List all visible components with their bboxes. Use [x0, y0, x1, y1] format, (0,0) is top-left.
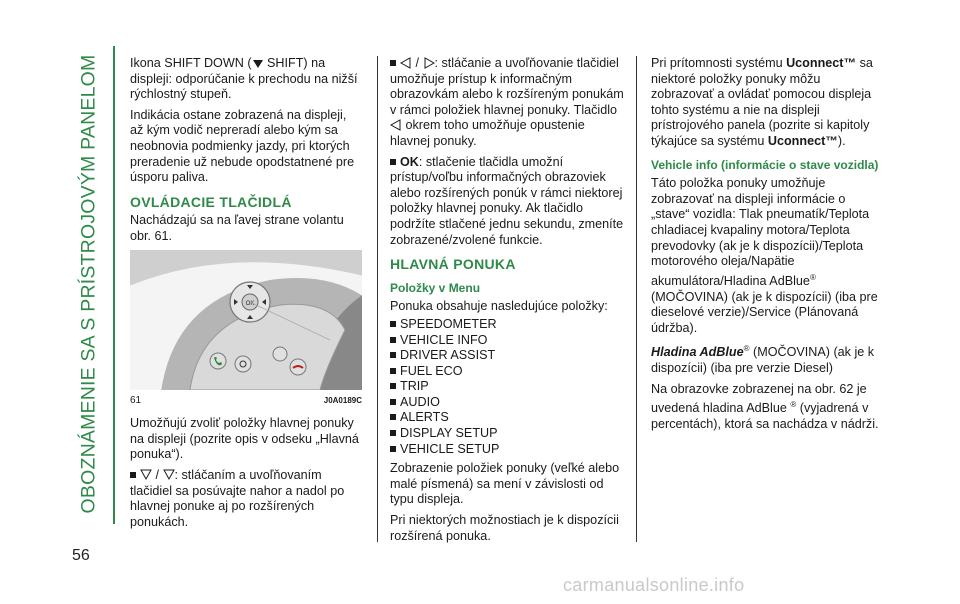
column-divider: [377, 56, 378, 542]
paragraph-display-type: Zobrazenie položiek ponuky (veľké alebo malé písmená) sa mení v závislosti od typu displeja.: [390, 461, 620, 507]
side-divider-line: [113, 46, 115, 524]
steering-wheel-buttons-illustration: [130, 250, 362, 390]
voice-button: [235, 356, 251, 372]
bullet-square: [390, 159, 396, 165]
paragraph-shift-down: Ikona SHIFT DOWN ( SHIFT) na displeji: odporúčanie k prechodu na nižší rýchlostný stupeň.: [130, 56, 358, 102]
column-1: [130, 56, 362, 535]
paragraph-left-right-buttons: / : stláčanie a uvoľňovanie tlačidiel umožňuje prístup k informačným obrazovkám alebo k rozšíreným ponukám v rámci položiek hlavnej ponuky. Tlačidlo okrem toho umožňuje opustenie hlavnej ponuky.: [390, 56, 624, 148]
list-item: ALERTS: [390, 410, 626, 426]
menu-items-list: [390, 317, 626, 457]
paragraph-buttons-purpose: Umožňujú zvoliť položky hlavnej ponuky na displeji (pozrite opis v odseku „Hlavná ponuka“).: [130, 416, 359, 462]
paragraph-menu-contains: Ponuka obsahuje nasledujúce položky:: [390, 299, 608, 314]
right-triangle-icon: [423, 57, 435, 69]
paragraph-location: Nachádzajú sa na ľavej strane volantu obr. 61.: [130, 213, 344, 243]
side-chapter-title: OBOZNÁMENIE SA S PRÍSTROJOVÝM PANELOM: [77, 54, 100, 514]
list-item: DRIVER ASSIST: [390, 348, 626, 364]
bullet-square: [390, 60, 396, 66]
figure-code: J0A0189C: [323, 395, 362, 405]
paragraph-vehicle-info: Táto položka ponuky umožňuje zobrazovať na displeji informácie o „stave“ vozidla: Tlak pneumatík/Teplota chladiacej kvapaliny motora/Teplota prevodovky (ak je k dispozícii)/Teplota motorového oleja/Napätie akumulátora/Hladina AdBlue® (MOČOVINA) (ak je k dispozícii) (iba pre dieselové verzie)/Service (Plánovaná údržba).: [651, 176, 878, 335]
heading-vehicle-info: Vehicle info (informácie o stave vozidla): [651, 157, 879, 172]
phone-answer-button: [210, 353, 226, 369]
up-triangle-icon: [140, 469, 152, 481]
paragraph-uconnect: Pri prítomnosti systému Uconnect™ sa niektoré položky ponuky môžu zobrazovať a ovládať pomocou displeja tohto systému a nie na displeji prístrojového panela (pozrite si kapitoly týkajúce sa systému Uconnect™).: [651, 56, 873, 148]
column-3: [651, 56, 885, 438]
figure-number: 61: [130, 394, 142, 406]
paragraph-extended-menu: Pri niektorých možnostiach je k dispozícii rozšírená ponuka.: [390, 513, 619, 543]
watermark: carmanualsonline.info: [563, 575, 745, 595]
mute-button: [273, 347, 287, 361]
ok-button-label: OK: [245, 300, 255, 307]
left-triangle-icon: [400, 57, 412, 69]
bullet-square: [130, 472, 136, 478]
list-item: TRIP: [390, 379, 626, 395]
down-triangle-icon: [163, 469, 175, 481]
shift-down-arrow-icon: [252, 59, 264, 69]
left-triangle-icon: [390, 119, 402, 131]
page-number: 56: [72, 547, 90, 564]
list-item: FUEL ECO: [390, 364, 626, 380]
list-item: SPEEDOMETER: [390, 317, 626, 333]
paragraph-ok-button: OK: stlačenie tlačidla umožní prístup/voľbu informačných obrazoviek alebo rozšírených ponúk v rámci niektorej položky hlavnej ponuky. Ak tlačidlo podržíte stlačené jednu sekundu, zmeníte zobrazené/zvolené funkcie.: [390, 154, 624, 247]
column-2: [390, 56, 626, 549]
heading-hlavna-ponuka: HLAVNÁ PONUKA: [390, 256, 516, 273]
list-item: VEHICLE INFO: [390, 333, 626, 349]
list-item: DISPLAY SETUP: [390, 426, 626, 442]
figure-caption: [130, 393, 362, 409]
column-divider: [636, 56, 637, 542]
paragraph-adblue-screen: Na obrazovke zobrazenej na obr. 62 je uvedená hladina AdBlue ® (vyjadrená v percentách), ktorá sa nachádza v nádrži.: [651, 381, 879, 432]
paragraph-indication: Indikácia ostane zobrazená na displeji, až kým vodič nepreradí alebo kým sa neobnovia podmienky jazdy, pri ktorých preradenie už nebude opodstatnené pre úsporu paliva.: [130, 107, 355, 185]
paragraph-up-down-buttons: / : stláčaním a uvoľňovaním tlačidiel sa posúvajte nahor a nadol po hlavnej ponuke aj po rozšírených ponukách.: [130, 467, 345, 529]
heading-polozky-v-menu: Položky v Menu: [390, 280, 481, 295]
list-item: AUDIO: [390, 395, 626, 411]
paragraph-adblue-level: Hladina AdBlue® (MOČOVINA) (ak je k dispozícii) (iba pre verzie Diesel): [651, 344, 875, 376]
heading-ovladacie-tlacidla: OVLÁDACIE TLAČIDLÁ: [130, 193, 292, 210]
list-item: VEHICLE SETUP: [390, 442, 626, 458]
steering-wheel-figure: [130, 250, 362, 390]
